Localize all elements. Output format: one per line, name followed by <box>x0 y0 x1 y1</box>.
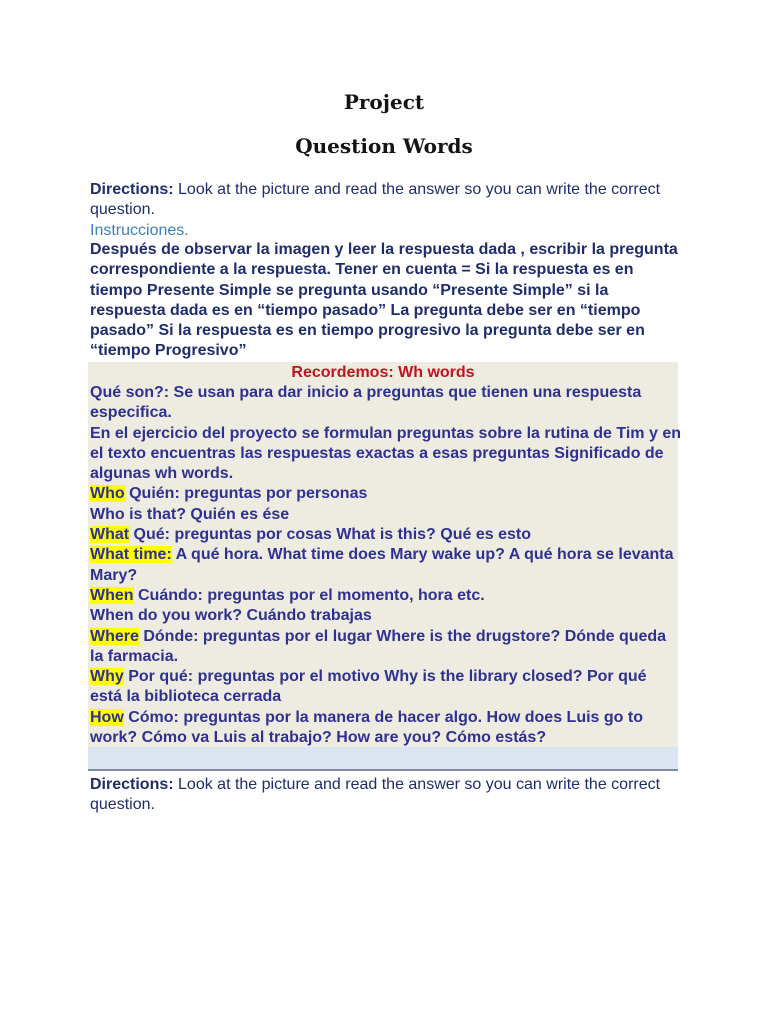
directions-paragraph-2 <box>90 775 680 816</box>
wh-word-highlight: What time: <box>90 546 172 564</box>
page-title: Project <box>343 90 425 114</box>
directions-label: Directions: <box>90 181 174 198</box>
wh-item-text: Por qué: preguntas por el motivo Why is the library closed? Por qué está la biblioteca cerrada <box>90 668 647 706</box>
instrucciones-label: Instrucciones. <box>90 222 189 239</box>
wh-item-text: Dónde: preguntas por el lugar Where is the drugstore? Dónde queda la farmacia. <box>90 627 667 665</box>
wh-words-heading: Recordemos: Wh words <box>291 364 475 381</box>
wh-item-text: Who is that? Quién es ése <box>90 505 290 523</box>
wh-item-when-example <box>90 606 682 626</box>
wh-word-highlight: What <box>90 526 130 544</box>
wh-word-highlight: Why <box>90 668 124 686</box>
wh-words-content <box>90 383 682 748</box>
wh-word-highlight: Who <box>90 485 125 503</box>
wh-word-highlight: How <box>90 708 124 726</box>
table-bottom-row <box>88 747 678 769</box>
wh-item-who-example <box>90 505 682 525</box>
wh-item-text: A qué hora. What time does Mary wake up? A qué hora se levanta Mary? <box>90 546 674 584</box>
instrucciones-text: Después de observar la imagen y leer la respuesta dada , escribir la pregunta correspondiente a la respuesta. Tener en cuenta = Si la respuesta es en tiempo Presente Simple se pregunta usando “Presente Simple” si la respuesta dada es en “tiempo pasado” La pregunta debe ser en “tiempo pasado” Si la respuesta es en tiempo progresivo la pregunta debe ser en “tiempo Progresivo” <box>90 241 678 360</box>
wh-item-text: Cuándo: preguntas por el momento, hora etc. <box>133 586 485 604</box>
wh-word-highlight: When <box>90 586 134 604</box>
wh-item-text: Cómo: preguntas por la manera de hacer algo. How does Luis go to work? Cómo va Luis al trabajo? How are you? Cómo estás? <box>90 708 643 747</box>
wh-item-who <box>90 484 682 504</box>
table-bottom-border <box>88 769 678 771</box>
wh-item-where <box>90 627 682 668</box>
wh-item-what <box>90 525 682 545</box>
wh-item-text: When do you work? Cuándo trabajas <box>90 607 372 625</box>
directions-text: Look at the picture and read the answer so you can write the correct question. <box>90 776 661 814</box>
directions-text: Look at the picture and read the answer so you can write the correct question. <box>90 181 661 219</box>
directions-paragraph <box>90 180 680 221</box>
wh-word-highlight: Where <box>90 627 139 645</box>
page-subtitle: Question Words <box>295 134 473 158</box>
wh-item-how <box>90 708 682 749</box>
wh-item-text: Quién: preguntas por personas <box>124 485 368 503</box>
wh-item-text: Qué: preguntas por cosas What is this? Qué es esto <box>129 526 531 544</box>
wh-item-why <box>90 667 682 708</box>
wh-intro-definition: Qué son?: Se usan para dar inicio a preguntas que tienen una respuesta especifica. <box>90 384 642 422</box>
wh-item-what-time <box>90 545 682 586</box>
directions-label: Directions: <box>90 776 174 793</box>
wh-item-when <box>90 586 682 606</box>
wh-intro-project: En el ejercicio del proyecto se formulan preguntas sobre la rutina de Tim y en el texto encuentras las respuestas exactas a esas preguntas Significado de algunas wh words. <box>90 424 681 483</box>
